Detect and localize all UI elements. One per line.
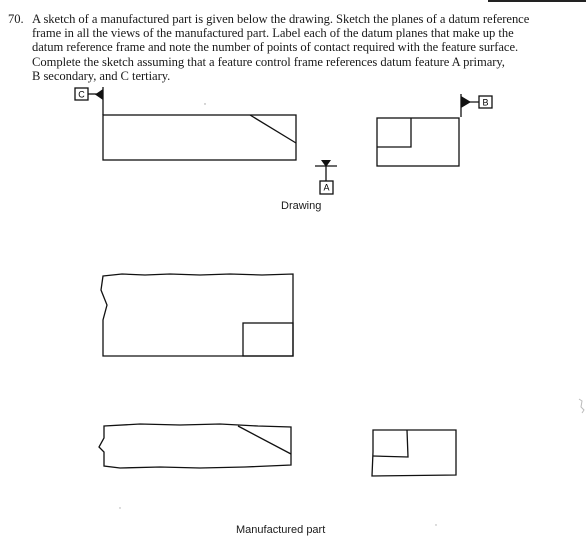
manufactured-side-view (372, 430, 456, 476)
speck (435, 524, 436, 525)
page-edge-smudge (579, 399, 584, 413)
manufactured-front-view (99, 424, 291, 468)
datum-c-label: C (78, 89, 85, 100)
problem-line-2: frame in all the views of the manufactured part. Label each of the datum planes that make up the (32, 26, 514, 41)
manufactured-large-view (101, 274, 293, 356)
speck (204, 103, 205, 104)
speck (119, 507, 120, 508)
datum-b-label: B (482, 97, 489, 108)
drawing-front-view (103, 115, 296, 160)
datum-a-label: A (323, 182, 330, 193)
drawing-side-view (377, 118, 459, 166)
problem-line-4: Complete the sketch assuming that a feature control frame references datum feature A primary, (32, 54, 505, 69)
drawing-caption: Drawing (281, 200, 322, 212)
datum-b-triangle (461, 96, 471, 108)
drawing-side-step (377, 118, 411, 147)
problem-line-1: A sketch of a manufactured part is given below the drawing. Sketch the planes of a datum reference (32, 12, 530, 26)
problem-line-5: B secondary, and C tertiary. (32, 68, 171, 83)
datum-c-triangle (95, 89, 103, 100)
problem-line-3: datum reference frame and note the number of points of contact required with the feature surface. (32, 40, 519, 55)
drawing-chamfer-line (250, 115, 296, 143)
problem-number: 70. (8, 12, 24, 26)
manufactured-caption: Manufactured part (236, 524, 326, 536)
